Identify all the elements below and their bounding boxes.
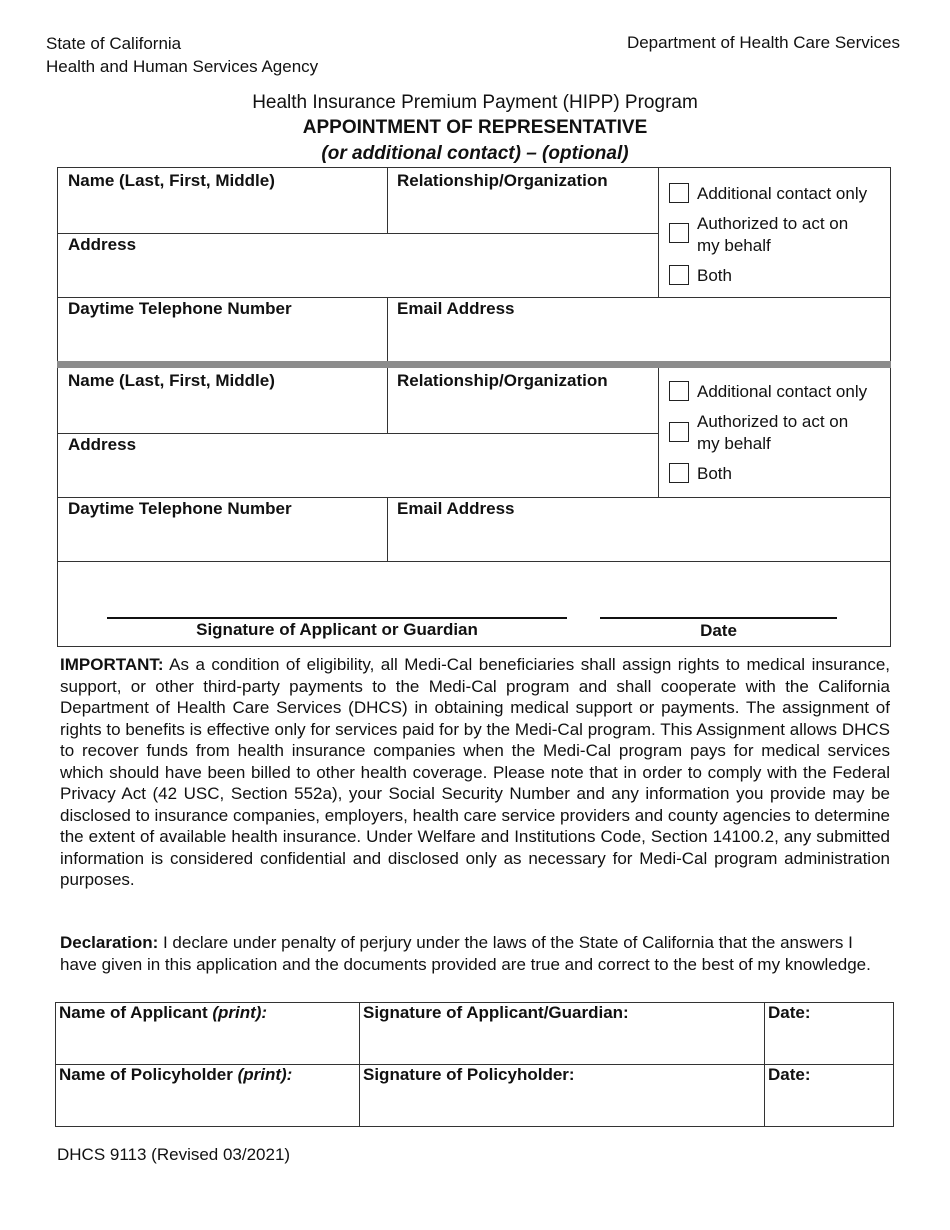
rep1-address-label: Address bbox=[68, 235, 137, 254]
rep1-phone-label: Daytime Telephone Number bbox=[68, 299, 292, 318]
signature-date-label: Date bbox=[700, 621, 737, 640]
declaration-heading: Declaration: bbox=[60, 933, 159, 952]
rep1-email-label: Email Address bbox=[397, 299, 515, 318]
rep2-relationship-label: Relationship/Organization bbox=[397, 371, 608, 390]
department-name: Department of Health Care Services bbox=[626, 33, 900, 52]
policyholder-signature-cell[interactable]: Signature of Policyholder: bbox=[363, 1065, 575, 1084]
applicant-name-cell[interactable] bbox=[59, 1003, 267, 1023]
rep2-both-checkbox[interactable] bbox=[669, 463, 689, 483]
rep2-authorized-label-line2: my behalf bbox=[697, 434, 771, 453]
rep2-additional-contact-label: Additional contact only bbox=[697, 382, 868, 401]
rep2-authorized-label-line1: Authorized to act on bbox=[697, 412, 849, 431]
state-name: State of California bbox=[46, 34, 182, 53]
rep2-name-label: Name (Last, First, Middle) bbox=[68, 371, 275, 390]
applicant-signature-cell[interactable]: Signature of Applicant/Guardian: bbox=[363, 1003, 629, 1022]
important-notice bbox=[60, 654, 890, 891]
policyholder-name-cell[interactable] bbox=[59, 1065, 292, 1085]
form-subtitle: (or additional contact) – (optional) bbox=[321, 143, 629, 164]
applicant-print-note: (print): bbox=[212, 1003, 268, 1022]
form-id: DHCS 9113 (Revised 03/2021) bbox=[57, 1145, 291, 1164]
rep2-additional-contact-checkbox[interactable] bbox=[669, 381, 689, 401]
program-title: Health Insurance Premium Payment (HIPP) Program bbox=[252, 92, 698, 113]
important-heading: IMPORTANT: bbox=[60, 655, 164, 674]
rep1-additional-contact-checkbox[interactable] bbox=[669, 183, 689, 203]
rep1-both-checkbox[interactable] bbox=[669, 265, 689, 285]
agency-name: Health and Human Services Agency bbox=[46, 57, 319, 76]
rep1-both-label: Both bbox=[697, 266, 732, 285]
section-separator bbox=[57, 361, 891, 368]
form-title: APPOINTMENT OF REPRESENTATIVE bbox=[302, 117, 648, 138]
rep1-authorized-checkbox[interactable] bbox=[669, 223, 689, 243]
applicant-signature-label: Signature of Applicant or Guardian bbox=[196, 620, 478, 639]
policyholder-name-label: Name of Policyholder bbox=[59, 1065, 233, 1084]
important-text: As a condition of eligibility, all Medi-Cal beneficiaries shall assign rights to medical insurance, support, or other third-party payments to the Medi-Cal program and shall cooperate with the California Department of Health Care Services (DHCS) in obtaining medical support or payments. The assignment of rights to benefits is effective only for services paid for by the Medi-Cal program. This Assignment allows DHCS to recover funds from health insurance companies when the Medi-Cal program pays for medical services which should have been billed to other health coverage. Please note that in order to comply with the Federal Privacy Act (42 USC, Section 552a), your Social Security Number and any information you provide may be disclosed to insurance companies, employers, health care service providers and county agencies to determine the extent of available health insurance. Under Welfare and Institutions Code, Section 14100.2, any submitted information is considered confidential and disclosed only as necessary for Medi-Cal program administration purposes. bbox=[60, 655, 890, 889]
policyholder-print-note: (print): bbox=[237, 1065, 293, 1084]
declaration bbox=[60, 932, 890, 975]
rep2-phone-label: Daytime Telephone Number bbox=[68, 499, 292, 518]
rep1-relationship-label: Relationship/Organization bbox=[397, 171, 608, 190]
rep2-authorized-checkbox[interactable] bbox=[669, 422, 689, 442]
rep1-name-label: Name (Last, First, Middle) bbox=[68, 171, 275, 190]
rep1-authorized-label-line2: my behalf bbox=[697, 236, 771, 255]
applicant-signature-line[interactable] bbox=[107, 617, 567, 619]
rep1-authorized-label-line1: Authorized to act on bbox=[697, 214, 849, 233]
rep2-email-label: Email Address bbox=[397, 499, 515, 518]
rep2-both-label: Both bbox=[697, 464, 732, 483]
rep1-additional-contact-label: Additional contact only bbox=[697, 184, 868, 203]
rep2-address-label: Address bbox=[68, 435, 137, 454]
applicant-date-cell[interactable]: Date: bbox=[768, 1003, 811, 1022]
declaration-text: I declare under penalty of perjury under the laws of the State of California that the answers I have given in this application and the documents provided are true and correct to the best of my knowledge. bbox=[60, 933, 871, 974]
signature-date-line[interactable] bbox=[600, 617, 837, 619]
applicant-name-label: Name of Applicant bbox=[59, 1003, 208, 1022]
policyholder-date-cell[interactable]: Date: bbox=[768, 1065, 811, 1084]
